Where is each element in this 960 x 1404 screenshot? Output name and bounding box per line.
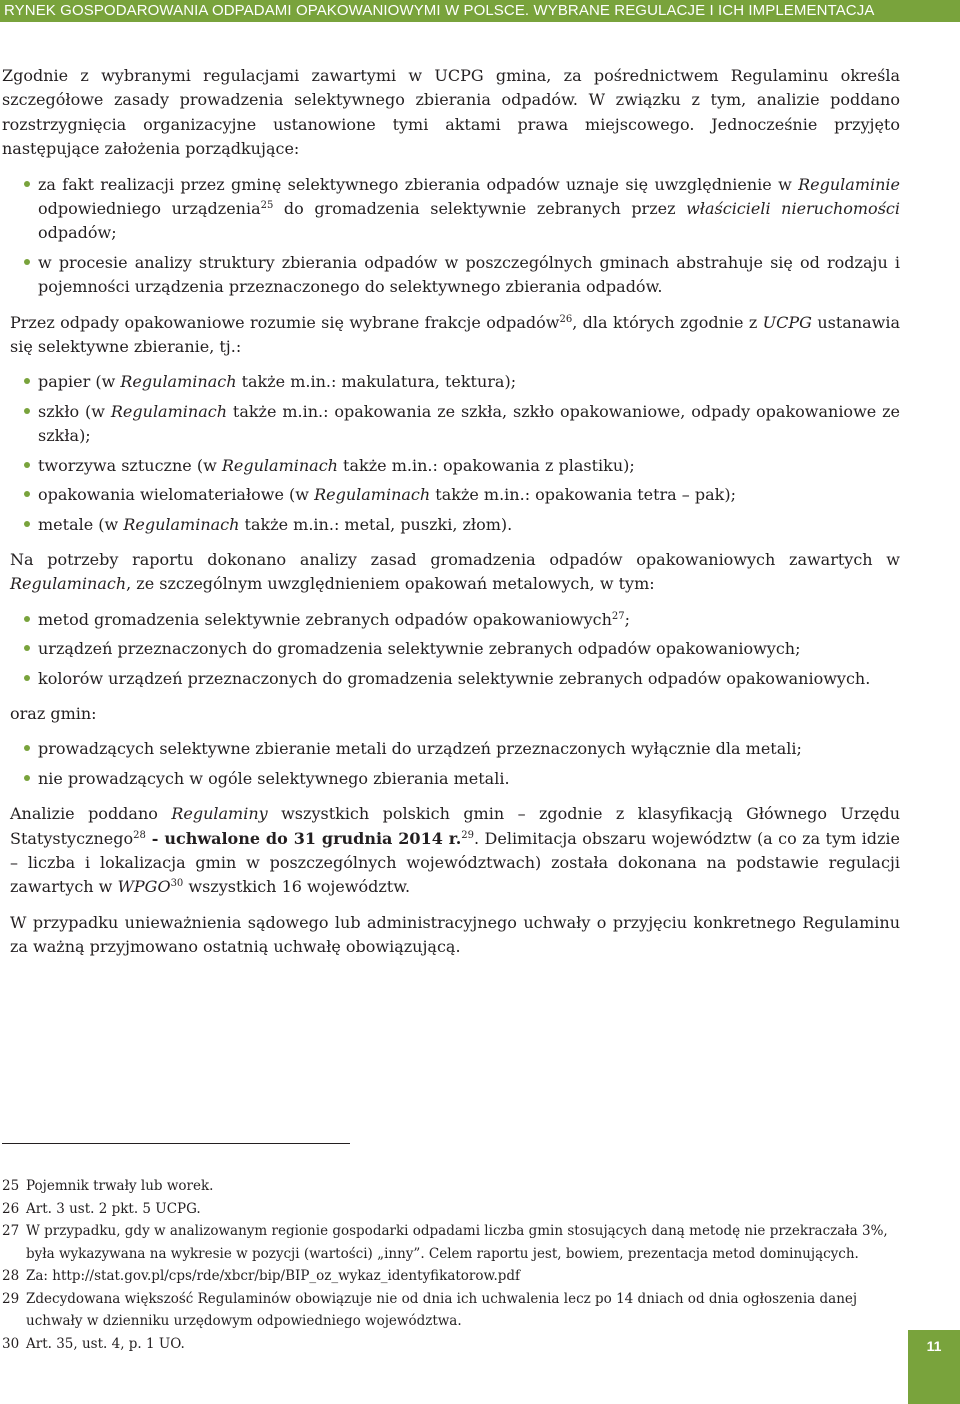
list-item [2, 483, 900, 507]
page-number: 11 [926, 1338, 942, 1354]
footnote-number: 26 [2, 1200, 20, 1217]
list-item: urządzeń przeznaczonych do gromadzenia selektywnie zebranych odpadów opakowaniowych; [2, 637, 900, 661]
text-run: metale (w [38, 514, 124, 534]
footnote-text: W przypadku, gdy w analizowanym regionie gospodarki odpadami liczba gmin stosujących daną metodę nie przekraczała 3%, była wykazywana na wykresie w pozycji (wartości) „inny”. Celem raportu jest, bowiem, prezentacja metod dominujących. [26, 1223, 888, 1262]
list-item [2, 513, 900, 537]
page-number-box [908, 1330, 960, 1404]
intro-text-c: Jednocześnie przyjęto następujące założenia porządkujące: [2, 114, 900, 159]
footnote-text: Pojemnik trwały lub worek. [26, 1178, 214, 1194]
list-item [2, 173, 900, 246]
report-intro-paragraph [2, 548, 900, 597]
list-item [2, 400, 900, 449]
page-body [2, 64, 900, 971]
italic-term: Regulaminach [123, 514, 240, 534]
footnote-text: Zdecydowana większość Regulaminów obowiązuje nie od dnia ich uchwalenia lecz po 14 dniach od dnia ogłoszenia danej uchwały w dzienniku urzędowym odpowiedniego województwa. [26, 1290, 858, 1329]
list-item: w procesie analizy struktury zbierania odpadów w poszczególnych gminach abstrahuje się od rodzaju i pojemności urządzenia przeznaczonego do selektywnego zbierania odpadów. [2, 251, 900, 300]
footnote-number: 30 [2, 1335, 20, 1352]
text-run: opakowania wielomateriałowe (w [38, 485, 315, 505]
fractions-list [2, 370, 900, 536]
text-run: także m.in.: metal, puszki, złom). [239, 514, 513, 534]
running-header: RYNEK GOSPODAROWANIA ODPADAMI OPAKOWANIOWYMI W POLSCE. WYBRANE REGULACJE I ICH IMPLEMENTACJA [4, 2, 875, 19]
text-run: także m.in.: opakowania ze szkła, szkło opakowaniowe, odpady opakowaniowe ze szkła); [38, 401, 901, 446]
list-item: prowadzących selektywne zbieranie metali do urządzeń przeznaczonych wyłącznie dla metali; [2, 737, 900, 761]
assumptions-list [2, 173, 900, 300]
footnote-ref[interactable]: 26 [559, 313, 573, 325]
text-run: papier (w [38, 372, 121, 392]
bold-text: - uchwalone do 31 grudnia 2014 r. [145, 828, 462, 848]
footnote-ref[interactable]: 25 [260, 200, 274, 212]
footnote-text[interactable]: Za: http://stat.gov.pl/cps/rde/xbcr/bip/BIP_oz_wykaz_identyfikatorow.pdf [26, 1268, 521, 1284]
italic-term: Regulaminach [110, 401, 227, 421]
text-run: , dla których zgodnie z [572, 312, 763, 332]
footnote-number: 28 [2, 1268, 20, 1284]
list-item [2, 370, 900, 394]
text-run: Analizie poddano [10, 804, 172, 824]
footnote-ref[interactable]: 29 [461, 829, 475, 841]
text-run: także m.in.: opakowania z plastiku); [337, 455, 635, 475]
list-item: nie prowadzących w ogóle selektywnego zbierania metali. [2, 767, 900, 791]
analysis-paragraph [2, 802, 900, 900]
municipalities-list [2, 737, 900, 791]
text-run: do gromadzenia selektywnie zebranych przez [273, 199, 687, 219]
text-run: odpadów; [38, 223, 117, 243]
footnote [2, 1333, 898, 1356]
footnote [2, 1265, 898, 1288]
footnote [2, 1288, 898, 1333]
text-run: ustanawia się selektywne zbieranie, tj.: [10, 312, 901, 357]
text-run: szkło (w [38, 401, 111, 421]
footnote-text: Art. 35, ust. 4, p. 1 UO. [26, 1335, 185, 1352]
text-run: ; [624, 609, 631, 629]
italic-term: Regulaminie [798, 174, 900, 194]
italic-term: UCPG [762, 312, 812, 332]
footnote-divider [2, 1143, 350, 1144]
text-run: wszystkich 16 województw. [183, 877, 411, 897]
footnote-number: 29 [2, 1290, 20, 1307]
footnote-ref[interactable]: 30 [170, 878, 184, 890]
list-item: kolorów urządzeń przeznaczonych do gromadzenia selektywnie zebranych odpadów opakowaniowych. [2, 667, 900, 691]
italic-term: właścicieli nieruchomości [686, 199, 900, 219]
italic-term: Regulaminach [10, 574, 127, 594]
italic-term: WPGO [117, 877, 171, 897]
italic-term: Regulaminach [314, 485, 431, 505]
report-scope-list [2, 608, 900, 691]
italic-term: Regulaminach [120, 372, 237, 392]
text-run: także m.in.: makulatura, tektura); [236, 372, 517, 392]
footnote-text: Art. 3 ust. 2 pkt. 5 UCPG. [26, 1200, 201, 1217]
text-run: Na potrzeby raportu dokonano analizy zasad gromadzenia odpadów opakowaniowych zawartych w [10, 549, 900, 569]
text-run: . Delimitacja obszaru województw (a co za tym idzie – liczba i lokalizacja gmin w poszczególnych województwach) została dokonana na podstawie regulacji zawartych w [10, 828, 900, 897]
italic-term: Regulaminach [221, 455, 338, 475]
municipalities-intro: oraz gmin: [10, 703, 97, 723]
footnotes [2, 1175, 898, 1355]
footnote [2, 1175, 898, 1198]
footnote-number: 25 [2, 1178, 20, 1194]
text-run: za fakt realizacji przez gminę selektywnego zbierania odpadów uznaje się uwzględnienie w [38, 174, 799, 194]
text-run: metod gromadzenia selektywnie zebranych odpadów opakowaniowych [38, 609, 612, 629]
intro-text-a: Zgodnie z wybranymi regulacjami zawartymi w UCPG gmina, za pośrednictwem Regulaminu określa szczegółowe zasady prowadzenia selektywnego zbierania odpadów. [2, 66, 900, 110]
footnote-number: 27 [2, 1223, 20, 1239]
text-run: Przez odpady opakowaniowe rozumie się wybrane frakcje odpadów [10, 312, 560, 332]
intro-paragraph [2, 64, 900, 162]
list-item [2, 454, 900, 478]
footnote-ref[interactable]: 28 [133, 829, 146, 841]
intro-text-b: W związku z tym, analizie poddano rozstrzygnięcia organizacyjne ustanowione tymi aktami prawa miejscowego. [2, 90, 900, 134]
text-run: wszystkich polskich gmin – zgodnie z klasyfikacją Głównego Urzędu Statystycznego [10, 804, 901, 848]
footnote [2, 1220, 898, 1265]
list-item [2, 608, 900, 632]
italic-term: Regulaminy [171, 804, 268, 824]
footnote-ref[interactable]: 27 [611, 610, 625, 622]
packaging-intro-paragraph [2, 311, 900, 360]
text-run: , ze szczególnym uwzględnieniem opakowań metalowych, w tym: [126, 574, 655, 594]
text-run: tworzywa sztuczne (w [38, 455, 222, 475]
text-run: odpowiedniego urządzenia [38, 199, 261, 219]
text-run: także m.in.: opakowania tetra – pak); [430, 485, 736, 505]
footnote [2, 1198, 898, 1221]
invalidation-paragraph: W przypadku unieważnienia sądowego lub administracyjnego uchwały o przyjęciu konkretnego Regulaminu za ważną przyjmowano ostatnią uchwałę obowiązującą. [10, 912, 900, 957]
